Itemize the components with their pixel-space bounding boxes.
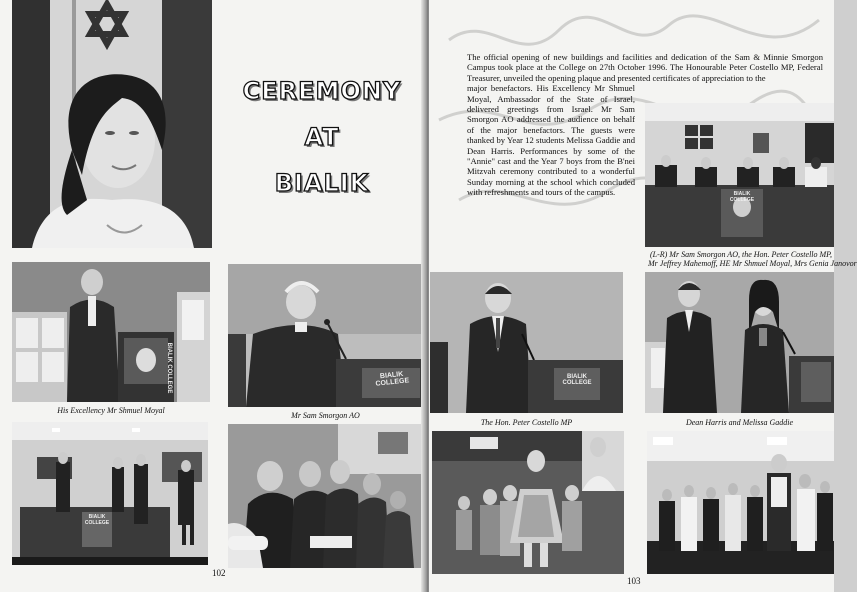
title-line-2: AT: [304, 123, 340, 151]
portrait-photo: [12, 0, 212, 248]
annie-dancers-photo: [432, 431, 624, 574]
moyal-caption: His Excellency Mr Shmuel Moyal: [57, 406, 165, 415]
stage-dignitaries-photo: [645, 103, 834, 247]
moyal-podium-label: BIALIK COLLEGE: [166, 342, 172, 394]
dignitaries-caption-line-1: (L-R) Mr Sam Smorgon AO, the Hon. Peter Costello MP,: [649, 250, 833, 259]
stage-wide-photo: [12, 422, 208, 565]
smorgon-podium-label: BIALIK COLLEGE: [375, 370, 410, 388]
dignitaries-caption-line-2: Mr Jeffrey Mahemoff, HE Mr Shmuel Moyal, Mrs Genia Janovor: [648, 259, 857, 268]
left-page: [0, 0, 425, 592]
audience-photo: [228, 424, 422, 568]
moyal-speech-photo: [12, 262, 210, 402]
article-body-intro: The official opening of new buildings and facilities and dedication of the Sam & Minnie Smorgon Campus took place at the College on 27th October 1996. The Honourable Peter Costello MP, Federal Treasurer, unveiled the opening plaque and presented certificates of appreciation to the: [467, 52, 823, 83]
smorgon-caption: Mr Sam Smorgon AO: [291, 411, 360, 420]
students-speech-photo: [645, 272, 834, 413]
smorgon-speech-photo: [228, 264, 423, 407]
students-caption: Dean Harris and Melissa Gaddie: [685, 418, 794, 427]
costello-caption: The Hon. Peter Costello MP: [480, 418, 573, 427]
dignitaries-podium-label: BIALIK COLLEGE: [729, 191, 755, 203]
article-body-continued: major benefactors. His Excellency Mr Shmuel Moyal, Ambassador of the State of Israel, delivered greetings from Israel. Mr Sam Smorgon AO addressed the audience on behalf of the major benefactors. The guests were thanked by Year 12 students Melissa Gaddie and Dean Harris. Performances by some of the "Annie" cast and the Year 7 boys from the B'nei Mitzvah ceremony contributed to a wonderful Sunday morning at the school which concluded with refreshments and tours of the campus.: [467, 83, 635, 198]
left-page-number: 102: [212, 568, 226, 578]
right-page-number: 103: [627, 576, 641, 586]
page-title: [238, 68, 406, 206]
title-line-3: BIALIK: [274, 169, 370, 197]
costello-podium-label: BIALIK COLLEGE: [562, 374, 592, 386]
stage-podium-label: BIALIK COLLEGE: [84, 514, 110, 526]
costello-speech-photo: [430, 272, 623, 413]
title-line-1: CEREMONY: [242, 77, 402, 105]
boys-performance-photo: [647, 431, 834, 574]
